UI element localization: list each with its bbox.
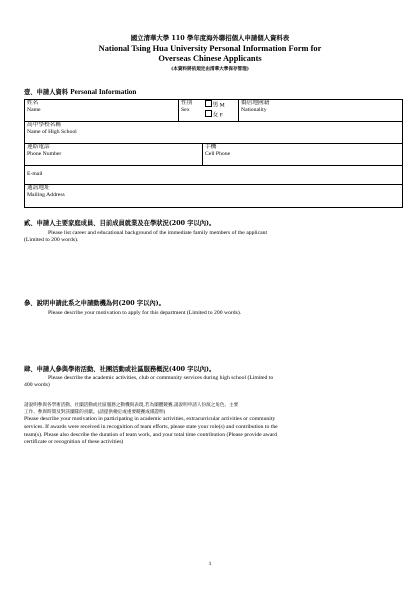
section4-description xyxy=(24,375,402,389)
section3-description: Please describe your motivation to apply for this department (Limited to 200 words). xyxy=(48,310,242,316)
nationality-cell[interactable] xyxy=(239,100,403,122)
school-label-en: Name of High School xyxy=(27,129,77,136)
section4-zh-line2: 工作、參與時間及對該團隊的貢獻。(請提供檢定或重要競賽成績證明) xyxy=(24,409,166,415)
page-number: 1 xyxy=(208,561,212,567)
sex-label-zh: 性別 xyxy=(181,100,193,106)
form-title-en-line2: Overseas Chinese Applicants xyxy=(158,54,262,63)
male-label-zh: 男 xyxy=(212,102,219,109)
section4-desc-line1: Please describe the academic activities, club or community services during high school (Limited to xyxy=(48,375,274,381)
section4-instructions-zh xyxy=(24,403,402,416)
female-label-en: F xyxy=(219,112,223,119)
sex-label-en: Sex xyxy=(181,107,190,114)
section4-en-line3: team(s). Please also describe the duration of team work, and your total time contribution (Please provide award xyxy=(24,431,278,438)
address-label-en: Mailing Address xyxy=(27,192,65,199)
section2-desc-line2: (Limited to 200 words). xyxy=(24,237,79,244)
cell-phone-cell[interactable] xyxy=(203,144,403,166)
phone-label-zh: 連絡電話 xyxy=(27,144,50,150)
cell-label-en: Cell Phone xyxy=(205,151,231,158)
section2-heading: 貳、申請人主要家庭成員、目前成員就業及在學狀況(200 字以內)。 xyxy=(24,220,216,227)
name-label-en: Name xyxy=(27,107,41,114)
address-cell[interactable] xyxy=(25,185,403,208)
name-cell[interactable] xyxy=(25,100,179,122)
section4-heading: 肆、申請人參與學術活動、社團活動或社區服務概況(400 字以內)。 xyxy=(24,366,216,373)
female-option[interactable] xyxy=(205,110,237,120)
nationality-label-en: Nationality xyxy=(241,107,267,114)
section4-en-line2: services. If awards were received in recognition of team efforts, please state your role(s) and contribution to the xyxy=(24,423,278,430)
section4-en-line4: certificate or recognition of these activities) xyxy=(24,439,124,446)
cell-label-zh: 手機 xyxy=(205,144,217,150)
email-cell[interactable] xyxy=(25,166,403,185)
section4-zh-line1: 請說明參與各學術活動、社團活動或社區服務之動機與表現,若為團體競賽,請說明申請人扮演之角色、主要 xyxy=(24,403,239,408)
table-row xyxy=(25,100,403,122)
phone-cell[interactable] xyxy=(25,144,203,166)
school-cell[interactable] xyxy=(25,122,403,144)
form-title-zh: 國立清華大學 110 學年度海外聯招個人申請個人資料表 xyxy=(130,34,290,42)
section1-heading xyxy=(24,87,136,96)
nationality-label-zh: 僑居地國籍 xyxy=(241,100,270,106)
table-row xyxy=(25,185,403,208)
section4-desc-line2: 400 words) xyxy=(24,382,50,389)
phone-label-en: Phone Number xyxy=(27,151,62,158)
section4-instructions-en xyxy=(24,416,402,447)
female-label-zh: 女 xyxy=(212,112,219,119)
sex-label-cell xyxy=(179,100,203,122)
table-row xyxy=(25,144,403,166)
personal-info-table xyxy=(24,99,403,208)
male-label-en: M xyxy=(219,102,225,109)
section1-heading-zh: 壹、申請人資料 xyxy=(24,89,69,96)
section2-desc-line1: Please list career and educational background of the immediate family members of the applicant xyxy=(48,230,268,236)
email-label: E-mail xyxy=(27,171,43,178)
name-label-zh: 姓名 xyxy=(27,100,39,106)
table-row xyxy=(25,166,403,185)
storage-note: (本資料將依規定由清華大學保存管理) xyxy=(171,67,249,72)
male-option[interactable] xyxy=(205,100,237,110)
sex-options-cell xyxy=(203,100,239,122)
table-row xyxy=(25,122,403,144)
form-title-en-line1: National Tsing Hua University Personal Information Form for xyxy=(98,44,322,53)
section2-description xyxy=(24,230,402,244)
address-label-zh: 通訊地址 xyxy=(27,185,50,191)
female-checkbox[interactable] xyxy=(205,110,212,117)
male-checkbox[interactable] xyxy=(205,100,212,107)
section1-heading-en: Personal Information xyxy=(70,88,137,96)
section3-heading: 參、說明申請此系之申請動機為何(200 字以內)。 xyxy=(24,300,165,307)
school-label-zh: 高中學校名稱 xyxy=(27,122,62,128)
section4-en-line1: Please describe your motivation in participating in academic activities, extracurricular activities or community xyxy=(24,416,276,422)
